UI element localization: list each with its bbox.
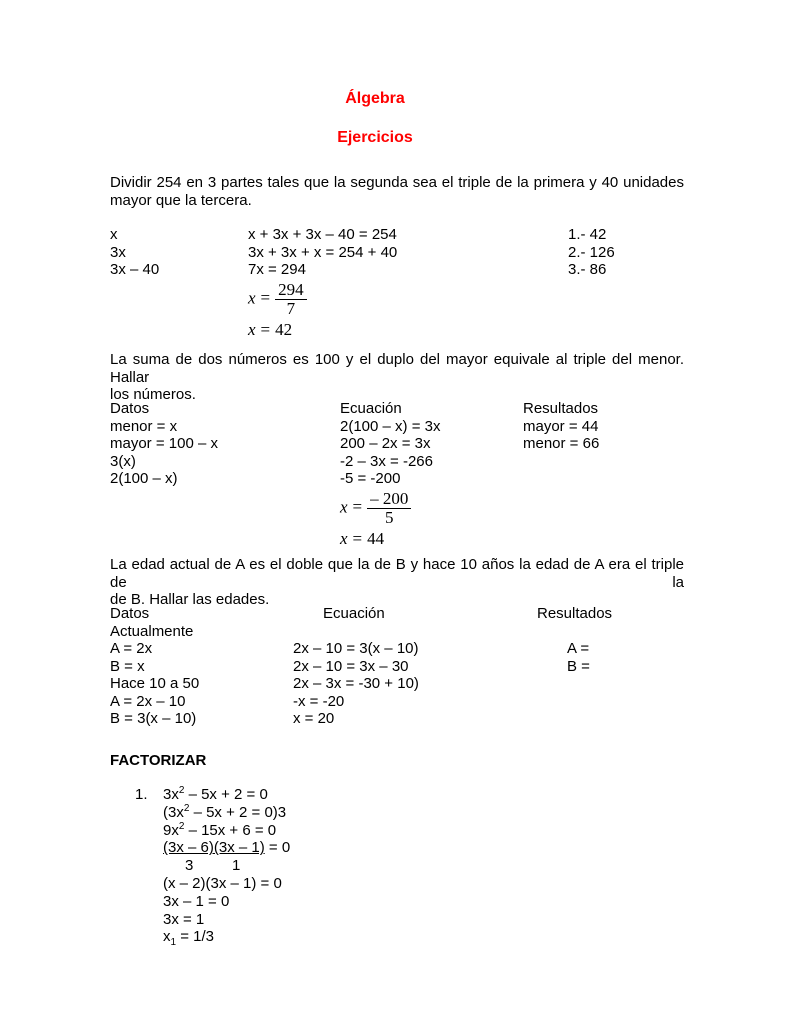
equation-line: 2(100 – x) xyxy=(110,470,178,487)
problem1-resultados-column xyxy=(568,226,615,279)
fraction-denominator: 7 xyxy=(286,298,296,318)
equation-line: A = xyxy=(567,640,590,657)
datos-lines xyxy=(110,623,199,728)
equation-line: -x = -20 xyxy=(293,692,345,710)
fraction xyxy=(367,490,411,527)
underlined-factors: (3x – 6)(3x – 1) xyxy=(163,839,265,857)
equation-line xyxy=(163,822,290,840)
term: – 5x + 2 = 0 xyxy=(184,786,268,803)
resultados-lines xyxy=(523,418,599,453)
equation-line xyxy=(163,804,290,822)
solution-lhs: x xyxy=(248,319,256,339)
column-header-ecuacion: Ecuación xyxy=(323,605,385,622)
problem2-ecuacion-column xyxy=(340,400,440,549)
problem3-statement xyxy=(110,556,684,609)
problem2-resultados-column xyxy=(523,400,599,453)
solution-value: 44 xyxy=(367,528,385,548)
equation-line: A = 2x xyxy=(110,640,153,657)
problem2-statement xyxy=(110,351,684,404)
denominator-right: 1 xyxy=(232,857,241,875)
equation-line: 200 – 2x = 3x xyxy=(340,435,431,452)
equation-line: B = 3(x – 10) xyxy=(110,710,197,727)
term: – 5x + 2 = 0)3 xyxy=(189,803,287,821)
term: 3x xyxy=(163,786,179,803)
solution-equation xyxy=(340,529,440,549)
denominator-left: 3 xyxy=(185,857,194,875)
equation-line: -5 = -200 xyxy=(340,470,401,487)
solution-equation xyxy=(248,320,397,340)
equation-line: Hace 10 a 50 xyxy=(110,675,200,692)
fraction-numerator: 294 xyxy=(275,281,307,300)
problem3-ecuacion-header xyxy=(323,605,385,623)
equation-line: 2(100 – x) = 3x xyxy=(340,417,441,435)
equation-line: x xyxy=(110,226,118,243)
equation-line: x + 3x + 3x – 40 = 254 xyxy=(248,226,397,243)
equation-line: mayor = 100 – x xyxy=(110,435,218,452)
fraction xyxy=(275,281,307,318)
factorizar-lines xyxy=(163,785,291,949)
equation-line: menor = 66 xyxy=(523,435,600,452)
equation-line: 1.- 42 xyxy=(568,226,607,243)
statement-line: los números. xyxy=(110,386,196,403)
equation-line: 3x = 1 xyxy=(163,910,205,928)
column-header-datos: Datos xyxy=(110,605,150,622)
superscript: 2 xyxy=(178,785,185,796)
equation-line xyxy=(163,786,290,804)
denominator-row xyxy=(163,857,290,875)
problem2-datos-column xyxy=(110,400,218,488)
column-header-resultados: Resultados xyxy=(537,605,613,622)
equation-line: 3(x) xyxy=(110,452,136,470)
page-title: Álgebra xyxy=(345,90,405,107)
statement-line: La edad actual de A es el doble que la de B y hace 10 años la edad de A era el triple de la xyxy=(110,556,684,591)
superscript: 2 xyxy=(178,820,185,832)
page-subtitle: Ejercicios xyxy=(337,129,413,146)
statement-line: La suma de dos números es 100 y el duplo del mayor equivale al triple del menor. Hallar xyxy=(110,351,684,386)
fraction-numerator: – 200 xyxy=(367,490,411,509)
problem1-ecuacion-column xyxy=(248,226,397,340)
equation-line: 7x = 294 xyxy=(248,261,306,278)
equation-line: (x – 2)(3x – 1) = 0 xyxy=(163,874,282,892)
fraction-equation xyxy=(340,490,440,527)
equation-line: 2x – 10 = 3(x – 10) xyxy=(293,640,419,657)
term: = 0 xyxy=(264,839,291,857)
superscript: 2 xyxy=(183,802,190,814)
equation-line: 3x + 3x + x = 254 + 40 xyxy=(248,243,398,261)
column-header-datos: Datos xyxy=(110,400,150,417)
problem3-ecuacion-column xyxy=(293,640,419,728)
equation-line: 3.- 86 xyxy=(568,261,607,278)
term: = 1/3 xyxy=(176,928,215,946)
equation-lines xyxy=(340,418,440,488)
term: (3x xyxy=(163,803,184,821)
equation-line: Actualmente xyxy=(110,622,194,640)
fraction-lhs: x xyxy=(340,496,348,516)
problem3-resultados-header xyxy=(537,605,612,623)
equation-line: 2x – 3x = -30 + 10) xyxy=(293,675,419,692)
equation-line: x = 20 xyxy=(293,710,335,727)
solution-lhs: x xyxy=(340,528,348,548)
statement-line: de B. Hallar las edades. xyxy=(110,591,270,608)
problem1-datos-column xyxy=(110,226,159,279)
term: – 15x + 6 = 0 xyxy=(184,821,277,839)
subscript: 1 xyxy=(170,937,177,949)
problem3-resultados-column xyxy=(567,640,590,675)
term: 9x xyxy=(163,821,179,839)
equation-line: B = xyxy=(567,657,590,675)
fraction-equation xyxy=(248,281,397,318)
equation-line: menor = x xyxy=(110,417,178,435)
list-item-number: 1. xyxy=(135,786,148,803)
equation-line: 3x – 40 xyxy=(110,261,160,278)
equation-lines xyxy=(248,226,397,279)
problem3-datos-column xyxy=(110,605,199,728)
term: x xyxy=(163,928,171,946)
statement-line: mayor que la tercera. xyxy=(110,191,252,209)
statement-line: Dividir 254 en 3 partes tales que la segunda sea el triple de la primera y 40 unidades xyxy=(110,174,684,191)
column-header-resultados: Resultados xyxy=(523,400,599,417)
equation-line: B = x xyxy=(110,657,145,675)
problem1-statement xyxy=(110,174,684,209)
equals-sign: = xyxy=(352,528,363,548)
fraction-denominator: 5 xyxy=(385,507,394,527)
equals-sign: = xyxy=(352,496,363,516)
equation-line xyxy=(163,839,290,857)
equation-line: 3x – 1 = 0 xyxy=(163,892,230,910)
fraction-lhs: x xyxy=(248,287,256,307)
equation-line: 2x – 10 = 3x – 30 xyxy=(293,657,409,675)
factorizar-heading: FACTORIZAR xyxy=(110,752,207,769)
equals-sign: = xyxy=(260,287,271,307)
equation-line: 3x xyxy=(110,243,126,261)
datos-lines xyxy=(110,418,218,488)
solution-value: 42 xyxy=(275,319,293,339)
equation-line xyxy=(163,928,290,949)
equation-line: A = 2x – 10 xyxy=(110,692,186,710)
equation-line: mayor = 44 xyxy=(523,417,599,435)
equation-line: 2.- 126 xyxy=(568,243,615,261)
column-header-ecuacion: Ecuación xyxy=(340,400,402,417)
equals-sign: = xyxy=(260,319,271,339)
equation-line: -2 – 3x = -266 xyxy=(340,452,433,470)
